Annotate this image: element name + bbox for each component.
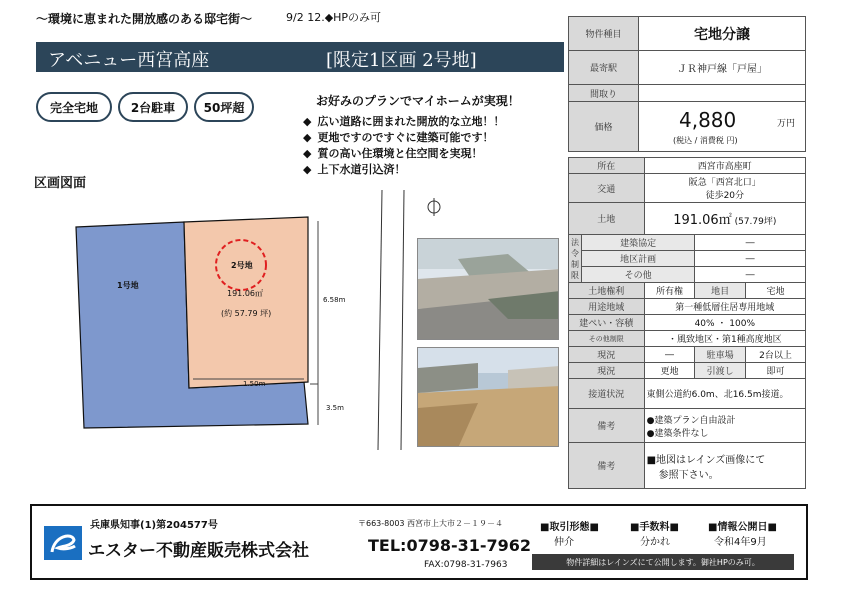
details-table bbox=[568, 157, 806, 489]
company-name: エスター不動産販売株式会社 bbox=[88, 541, 309, 561]
lot-label: [限定1区画 2号地] bbox=[326, 50, 477, 71]
parking-value: 2台以上 bbox=[746, 347, 806, 363]
list-item: ◆ 広い道路に囲まれた開放的な立地！！ bbox=[303, 115, 505, 128]
access-value bbox=[644, 174, 805, 203]
land-tsubo: (57.79坪) bbox=[734, 217, 777, 227]
lot-2-tsubo: (約 57.79 坪) bbox=[221, 309, 272, 318]
publish-note: 9/2 12.◆HPのみ可 bbox=[286, 11, 382, 24]
land-label: 土地 bbox=[569, 203, 645, 235]
road-value: 東側公道約6.0m、北16.5m接道。 bbox=[644, 379, 805, 409]
land-cell bbox=[644, 203, 805, 235]
plot-plan bbox=[60, 195, 360, 435]
footer bbox=[30, 504, 808, 580]
price-value: 4,880 bbox=[679, 108, 737, 132]
site-photo-1 bbox=[417, 238, 559, 340]
plan-title: 区画図面 bbox=[34, 176, 87, 191]
station-label: 最寄駅 bbox=[569, 51, 639, 85]
road-label: 接道状況 bbox=[569, 379, 645, 409]
company-address: 〒663-8003 西宮市上大市２－１９－４ bbox=[358, 519, 504, 528]
price-unit: 万円 bbox=[776, 119, 795, 129]
status-label: 現況 bbox=[569, 363, 645, 379]
legal-label: 法令制限 bbox=[569, 235, 582, 283]
remark-line: ●建築条件なし bbox=[646, 428, 709, 439]
summary-table bbox=[568, 16, 806, 152]
parking-label: 駐車場 bbox=[695, 347, 746, 363]
legal-row-value: ― bbox=[695, 251, 806, 267]
district-label: その他制限 bbox=[569, 331, 645, 347]
type-value: 宅地分譲 bbox=[639, 17, 806, 51]
legal-row-value: ― bbox=[695, 267, 806, 283]
ratio-value: 40% ・ 100% bbox=[644, 315, 805, 331]
current-label: 現況 bbox=[569, 347, 645, 363]
station-value: ＪＲ神戸線「戸屋」 bbox=[639, 51, 806, 85]
mode-label: ■取引形態■ bbox=[540, 522, 599, 533]
lot-2-area: 191.06㎡ bbox=[227, 289, 263, 298]
rights-label: 土地権利 bbox=[569, 283, 645, 299]
license-number: 兵庫県知事(1)第204577号 bbox=[90, 520, 218, 531]
rights-value: 所有権 bbox=[644, 283, 695, 299]
map-area bbox=[372, 180, 412, 460]
legal-row-label: 地区計画 bbox=[582, 251, 695, 267]
land-value: 191.06㎡ bbox=[673, 213, 732, 228]
remarks-value bbox=[644, 409, 805, 443]
remark-line: 参照下さい。 bbox=[658, 469, 719, 481]
diamond-icon: ◆ bbox=[303, 115, 312, 128]
layout-value bbox=[639, 85, 806, 102]
lot-1-label: 1号地 bbox=[117, 281, 139, 290]
lot-2-label: 2号地 bbox=[231, 261, 253, 270]
list-item: ◆ 更地ですのですぐに建築可能です！ bbox=[303, 131, 494, 144]
diamond-icon: ◆ bbox=[303, 131, 312, 144]
company-tel: TEL:0798-31-7962 bbox=[368, 536, 532, 555]
type-label: 物件種目 bbox=[569, 17, 639, 51]
tagline: ～環境に恵まれた開放感のある邸宅街～ bbox=[36, 12, 253, 26]
list-item: ◆ 上下水道引込済！ bbox=[303, 163, 406, 176]
property-name: アベニュー西宮高座 bbox=[48, 50, 210, 71]
remarks2-label: 備考 bbox=[569, 443, 645, 489]
location-value: 西宮市高座町 bbox=[644, 158, 805, 174]
date-value: 令和4年9月 bbox=[714, 537, 767, 548]
delivery-label: 引渡し bbox=[695, 363, 746, 379]
ratio-label: 建ぺい・容積 bbox=[569, 315, 645, 331]
legal-row-label: その他 bbox=[582, 267, 695, 283]
price-label: 価格 bbox=[569, 102, 639, 152]
price-cell bbox=[639, 102, 806, 152]
remarks2-value bbox=[644, 443, 805, 489]
zoning-value: 第一種低層住居専用地域 bbox=[644, 299, 805, 315]
status-value: 更地 bbox=[644, 363, 695, 379]
location-label: 所在 bbox=[569, 158, 645, 174]
category-label: 地目 bbox=[695, 283, 746, 299]
list-item: ◆ 質の高い住環境と住空間を実現！ bbox=[303, 147, 483, 160]
company-logo-icon bbox=[44, 526, 82, 560]
feature-badge: 完全宅地 bbox=[36, 92, 112, 122]
access-line: 徒歩20分 bbox=[705, 191, 745, 201]
remarks-label: 備考 bbox=[569, 409, 645, 443]
lot-2-shape bbox=[184, 217, 308, 388]
dimension-label: 6.58m bbox=[323, 296, 346, 304]
fee-value: 分かれ bbox=[640, 537, 670, 548]
company-fax: FAX:0798-31-7963 bbox=[424, 560, 508, 570]
delivery-value: 即可 bbox=[746, 363, 806, 379]
site-photo-2 bbox=[417, 347, 559, 447]
legal-row-value: ― bbox=[695, 235, 806, 251]
title-bar bbox=[36, 42, 564, 72]
footer-notice: 物件詳細はレインズにて公開します。御社HPのみ可。 bbox=[532, 554, 794, 570]
catch-headline: お好みのプランでマイホームが実現！ bbox=[316, 94, 520, 108]
category-value: 宅地 bbox=[746, 283, 806, 299]
north-arrow-icon bbox=[424, 197, 444, 217]
remark-line: ■地図はレインズ画像にて bbox=[646, 454, 766, 466]
legal-row-label: 建築協定 bbox=[582, 235, 695, 251]
fee-label: ■手数料■ bbox=[630, 522, 679, 533]
access-label: 交通 bbox=[569, 174, 645, 203]
price-note: (税込 / 消費税 円) bbox=[673, 136, 738, 145]
feature-badge: 2台駐車 bbox=[118, 92, 188, 122]
dimension-label: 3.5m bbox=[326, 404, 344, 412]
feature-badge: 50坪超 bbox=[194, 92, 254, 122]
access-line: 阪急「西宮北口」 bbox=[688, 178, 761, 188]
diamond-icon: ◆ bbox=[303, 147, 312, 160]
date-label: ■情報公開日■ bbox=[708, 522, 777, 533]
remark-line: ●建築プラン自由設計 bbox=[646, 415, 736, 426]
diamond-icon: ◆ bbox=[303, 163, 312, 176]
dimension-label: 1.50m bbox=[243, 380, 266, 388]
district-value: ・風致地区・第1種高度地区 bbox=[644, 331, 805, 347]
mode-value: 仲介 bbox=[554, 537, 574, 548]
feature-list bbox=[303, 114, 504, 178]
current-value: ― bbox=[644, 347, 695, 363]
zoning-label: 用途地域 bbox=[569, 299, 645, 315]
layout-label: 間取り bbox=[569, 85, 639, 102]
